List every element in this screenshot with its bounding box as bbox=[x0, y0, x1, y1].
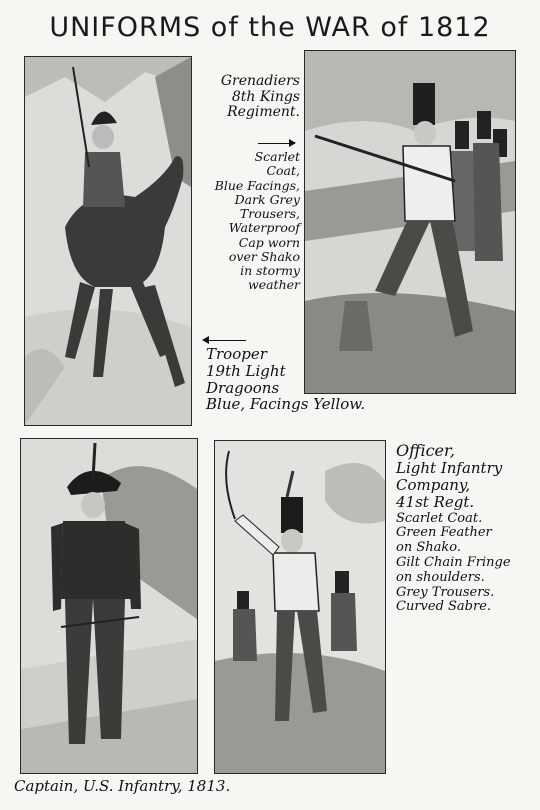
caption-line: 19th Light bbox=[206, 361, 286, 380]
caption-line: Blue, Facings Yellow. bbox=[206, 395, 366, 414]
caption-line: Coat, bbox=[266, 163, 300, 179]
caption-line: in stormy bbox=[240, 263, 300, 278]
caption-line: Scarlet bbox=[254, 149, 300, 164]
grenadiers-illustration bbox=[304, 50, 516, 394]
caption-line: Trousers, bbox=[239, 206, 300, 221]
caption-line: Cap worn bbox=[238, 234, 300, 250]
caption-line: over Shako bbox=[228, 248, 300, 264]
caption-line: Dark Grey bbox=[234, 191, 300, 207]
caption-line: Trooper bbox=[206, 345, 267, 363]
caption-line: Officer, bbox=[396, 441, 455, 460]
captain-caption: Captain, U.S. Infantry, 1813. bbox=[14, 777, 231, 795]
caption-line: Grenadiers bbox=[220, 73, 300, 89]
dragoon-illustration bbox=[24, 56, 192, 426]
caption-line: weather bbox=[248, 277, 300, 293]
page-title: UNIFORMS of the WAR of 1812 bbox=[49, 12, 491, 43]
captain-illustration bbox=[20, 438, 198, 774]
caption-line: Scarlet Coat. bbox=[396, 510, 483, 526]
caption-line: 8th Kings bbox=[231, 88, 300, 105]
officer-illustration bbox=[214, 440, 386, 774]
caption-line: Regiment. bbox=[227, 104, 300, 121]
caption-line: on Shako. bbox=[396, 540, 461, 556]
caption-line: Blue Facings, bbox=[214, 177, 300, 193]
caption-line: Waterproof bbox=[228, 220, 300, 236]
caption-line: Green Feather bbox=[396, 525, 492, 541]
grenadiers-caption bbox=[206, 74, 300, 121]
caption-line: Light Infantry bbox=[396, 459, 503, 478]
caption-line: on shoulders. bbox=[396, 569, 485, 585]
grenadiers-description bbox=[200, 150, 300, 293]
arrow-right-icon bbox=[258, 143, 294, 144]
caption-line: Curved Sabre. bbox=[396, 599, 492, 615]
caption-line: Gilt Chain Fringe bbox=[396, 554, 511, 570]
caption-line: Grey Trousers. bbox=[396, 584, 495, 600]
trooper-caption bbox=[206, 346, 365, 413]
caption-line: Company, bbox=[396, 476, 471, 495]
caption-line: 41st Regt. bbox=[396, 493, 475, 512]
officer-caption bbox=[396, 442, 511, 615]
caption-line: Dragoons bbox=[206, 378, 280, 397]
arrow-left-icon bbox=[204, 340, 246, 341]
